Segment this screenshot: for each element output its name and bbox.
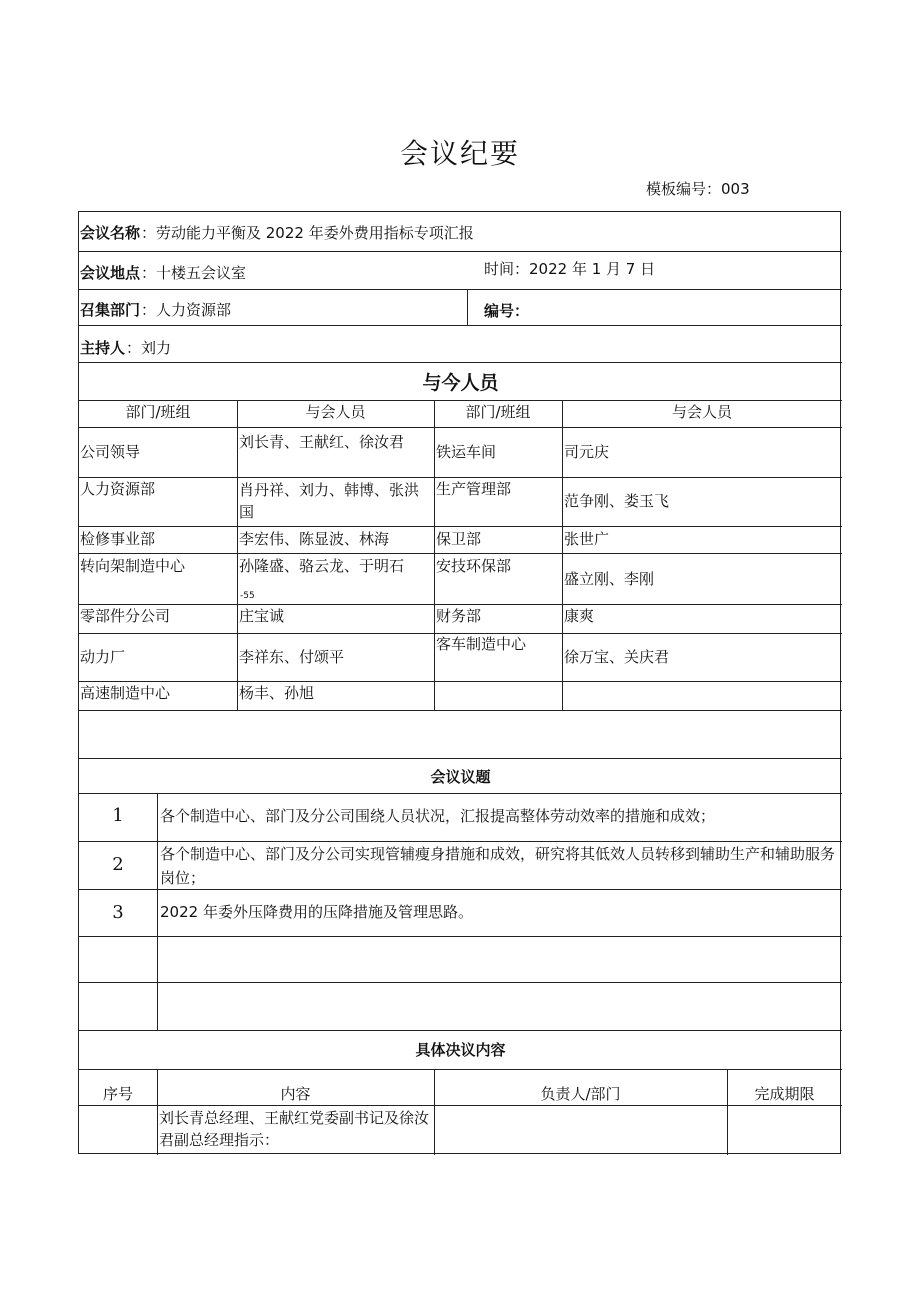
- topic-text: 各个制造中心、部门及分公司实现管辅瘦身措施和成效，研究将其低效人员转移到辅助生产和辅助服务岗位；: [160, 845, 836, 887]
- attendee-people: 杨丰、孙旭: [239, 684, 315, 702]
- convening-dept-value: ：人力资源部: [141, 301, 232, 319]
- convening-dept-label: 召集部门: [80, 301, 141, 319]
- topics-section-title: 会议议题: [430, 768, 491, 786]
- meeting-name-value: ：劳动能力平衡及 2022 年委外费用指标专项汇报: [141, 224, 474, 242]
- attendee-dept: 检修事业部: [80, 530, 156, 548]
- attendee-dept: 铁运车间: [436, 443, 497, 461]
- meeting-name-label: 会议名称: [80, 224, 141, 242]
- decision-content: 刘长青总经理、王献红党委副书记及徐汝君副总经理指示：: [159, 1109, 430, 1149]
- attendee-people: 康爽: [564, 607, 595, 625]
- attendee-people: 张世广: [564, 530, 610, 548]
- topic-number: 2: [112, 854, 124, 875]
- attendee-dept: 保卫部: [436, 530, 482, 548]
- attendee-dept: 客车制造中心: [436, 635, 527, 653]
- attendee-dept: 零部件分公司: [80, 607, 171, 625]
- topic-text: 2022 年委外压降费用的压降措施及管理思路。: [160, 903, 473, 921]
- decisions-section-title: 具体决议内容: [415, 1041, 506, 1059]
- document-title: 会议纪要: [399, 137, 520, 170]
- attendee-dept: 动力厂: [80, 648, 126, 666]
- attendees-header-dept-2: 部门/班组: [465, 403, 531, 421]
- decisions-header-no: 序号: [102, 1085, 133, 1103]
- attendee-people: 盛立刚、李刚: [564, 570, 655, 588]
- attendee-dept: 公司领导: [80, 443, 141, 461]
- attendees-header-people-2: 与会人员: [671, 403, 732, 421]
- meeting-place-value: ：十楼五会议室: [141, 264, 247, 282]
- decisions-header-content: 内容: [280, 1085, 311, 1103]
- attendees-header-dept-1: 部门/班组: [125, 403, 191, 421]
- attendee-people: 司元庆: [564, 443, 610, 461]
- topic-text: 各个制造中心、部门及分公司围绕人员状况，汇报提高整体劳动效率的措施和成效；: [160, 807, 716, 825]
- attendee-people: 李宏伟、陈显波、林海: [239, 530, 390, 548]
- attendee-people: 徐万宝、关庆君: [564, 648, 670, 666]
- meeting-time: 时间：2022 年 1 月 7 日: [484, 260, 656, 278]
- host-value: ：刘力: [126, 339, 172, 357]
- attendee-people: 李祥东、付颂平: [239, 648, 345, 666]
- attendee-people: 肖丹祥、刘力、韩博、张洪国: [239, 481, 420, 521]
- attendee-people: 范争刚、娄玉飞: [564, 492, 670, 510]
- decisions-header-owner: 负责人/部门: [540, 1085, 621, 1103]
- host-label: 主持人: [80, 339, 126, 357]
- attendee-dept: 高速制造中心: [80, 684, 171, 702]
- attendee-dept: 生产管理部: [436, 480, 512, 498]
- attendees-header-people-1: 与会人员: [305, 403, 366, 421]
- attendee-dept: 安技环保部: [436, 557, 512, 575]
- meeting-minutes-form: [78, 211, 841, 1154]
- decisions-header-deadline: 完成期限: [754, 1085, 815, 1103]
- topic-number: 3: [112, 902, 124, 923]
- attendee-dept: 人力资源部: [80, 480, 156, 498]
- page-mark: -55: [240, 591, 255, 601]
- code-label: 编号：: [484, 302, 530, 320]
- attendee-dept: 转向架制造中心: [80, 557, 186, 575]
- meeting-place-label: 会议地点: [80, 264, 141, 282]
- attendees-section-title: 与今人员: [422, 372, 499, 394]
- topic-number: 1: [112, 805, 124, 826]
- attendee-people: 孙隆盛、骆云龙、于明石: [239, 557, 405, 575]
- attendee-people: 刘长青、王献红、徐汝君: [239, 433, 405, 451]
- attendee-people: 庄宝诚: [239, 607, 285, 625]
- template-number: 模板编号：003: [646, 180, 750, 198]
- attendee-dept: 财务部: [436, 607, 482, 625]
